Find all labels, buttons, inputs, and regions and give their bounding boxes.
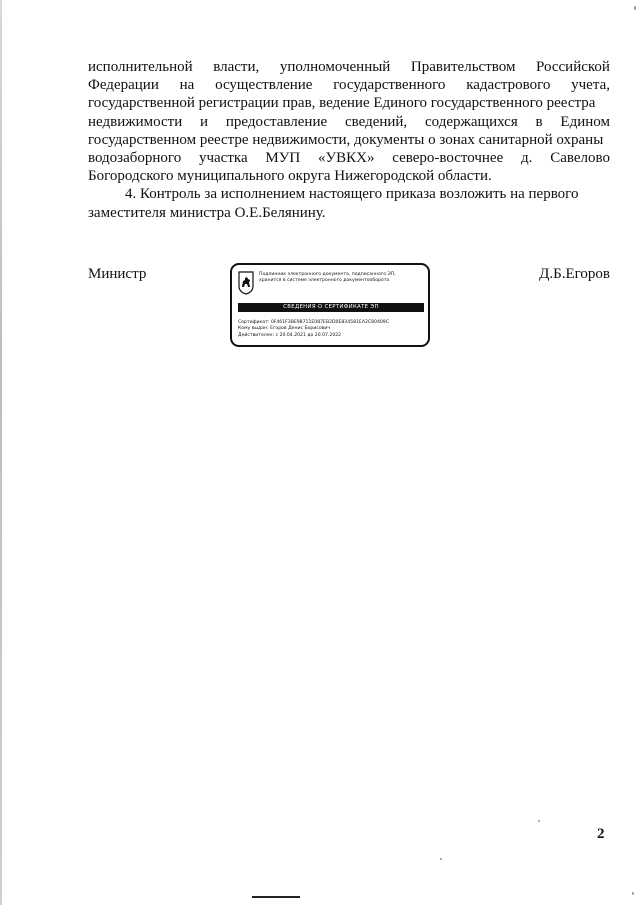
page-number: 2 [597,826,605,842]
document-body [88,58,610,222]
word: осуществление [215,77,313,94]
scan-artifact [632,892,634,895]
word: в [535,113,543,130]
body-line-2 [88,76,610,94]
certificate-label: Сертификат: [238,320,270,325]
word: участка [198,150,248,167]
word: содержащихся [424,113,518,130]
word: кадастрового [466,77,551,94]
stamp-header-line-2: хранится в системе электронного документооборота [259,278,390,283]
word: государственного [333,77,446,94]
issued-to-label: Кому выдан: [238,326,269,332]
line-text: государственной регистрации прав, ведение Единого государственного реестра [88,95,596,112]
word: Российской [536,59,610,75]
body-line-6 [88,149,610,167]
word: Федерации [88,77,159,94]
word: недвижимости [88,113,183,130]
body-line-7 [88,167,610,185]
issued-to-value: Егоров Денис Борисович [270,326,331,332]
certificate-value: 0F461F3BE98711E087EB2D0E834581EA2C80409C [270,320,389,325]
word: власти, [213,59,260,75]
word: и [200,113,209,130]
scan-artifact [634,6,636,10]
body-line-1 [88,58,610,76]
word: «УВКХ» [317,150,375,167]
body-line-4 [88,113,610,131]
stamp-header [259,272,429,284]
stamp-details [238,320,428,339]
signatory-position: Министр [88,266,147,282]
word: Правительством [410,59,516,75]
scan-left-edge [0,0,2,905]
stamp-banner: СВЕДЕНИЯ О СЕРТИФИКАТЕ ЭП [238,303,424,312]
paragraph-4-line-2: заместителя министра О.Е.Белянину. [88,204,326,221]
valid-label: Действителен: [238,332,275,338]
body-line-5 [88,131,610,149]
signatory-name: Д.Б.Егоров [539,266,610,282]
word: Едином [560,113,610,130]
coat-of-arms-icon [238,271,254,295]
valid-row [238,333,428,339]
word: водозаборного [88,150,182,167]
line-text: Богородского муниципального округа Нижегородской области. [88,168,492,185]
word: д. [521,150,533,167]
word: уполномоченный [279,59,391,75]
line-text: государственном реестре недвижимости, документы о зонах санитарной охраны [88,131,604,148]
stamp-header-line-1: Подлинник электронного документа, подписанного ЭП, [259,272,396,277]
valid-value: с 20.04.2021 до 20.07.2022 [275,332,342,338]
word: северо-восточнее [392,150,504,167]
word: исполнительной [88,59,193,75]
word: МУП [265,150,301,167]
paragraph-4-line-1: 4. Контроль за исполнением настоящего приказа возложить на первого [125,186,579,203]
body-line-3 [88,94,610,112]
word: предоставление [225,113,328,130]
electronic-signature-stamp [230,263,430,347]
word: Савелово [550,150,610,167]
scan-bottom-line [252,896,300,898]
word: учета, [571,77,610,94]
scan-artifact [538,820,540,822]
word: на [179,77,195,94]
scan-artifact [440,858,442,860]
word: сведений, [344,113,408,130]
